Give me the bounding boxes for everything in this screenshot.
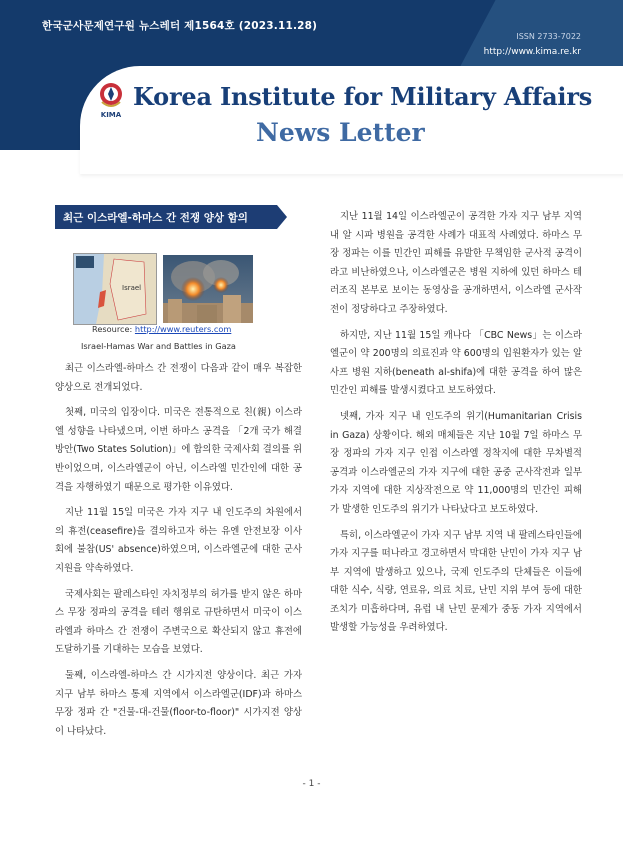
paragraph: 최근 이스라엘-하마스 간 전쟁이 다음과 같이 매우 복잡한 양상으로 전개되었다. [55, 363, 302, 393]
map-label: Israel [122, 284, 142, 292]
kima-logo-icon [96, 80, 126, 120]
right-column [330, 208, 582, 645]
image-source-caption [92, 324, 231, 334]
source-link[interactable]: http://www.reuters.com [134, 324, 232, 334]
paragraph: 첫째, 미국의 입장이다. 미국은 전통적으로 친(親) 이스라엘 성향을 나타냈으며, 이번 하마스 공격을 「2개 국가 해결방안(Two States Solution)」에 합의한 국제사회 결의를 위반이었으며, 이스라엘군이 아닌, 이스라엘 민간인에 대한 공격을 자행하였기 때문으로 평가한 이유였다. [55, 407, 302, 493]
logo-text: KIMA [100, 111, 122, 119]
gaza-map-image [73, 253, 157, 325]
left-column [55, 360, 302, 748]
paragraph: 지난 11월 15일 미국은 가자 지구 내 인도주의 차원에서의 휴전(ceasefire)을 결의하고자 하는 유엔 안전보장 이사회에 불참(US' absence)하였으며, 이스라엘군에 대한 군사지원을 약속하였다. [55, 507, 302, 574]
image-caption: Israel-Hamas War and Battles in Gaza [81, 341, 236, 351]
paragraph: 하지만, 지난 11월 15일 캐나다 「CBC News」는 이스라엘군이 약 200명의 의료진과 약 600명의 입원환자가 있는 알사프 병원 지하(beneath al-shifa)에 대한 공격을 하여 많은 민간인 피해를 발생시켰다고 보도하였다. [330, 329, 582, 397]
source-prefix: Resource: [92, 324, 133, 334]
website-url[interactable]: http://www.kima.re.kr [483, 47, 581, 57]
organization-name: Korea Institute for Military Affairs [133, 82, 593, 111]
paragraph: 지난 11월 14일 이스라엘군이 공격한 가자 지구 남부 지역 내 알 시파 병원을 공격한 사례가 대표적 사례였다. 하마스 무장 정파는 이를 민간인 피해를 유발한 무책임한 군사적 공격이라고 비난하였으나, 이스라엘군은 병원 지하에 있던 하마스 테러조직 본부로 보이는 동영상을 공개하면서, 이스라엘 군사작전이 정당하다고 주장하였다. [330, 211, 582, 315]
section-title-banner [55, 205, 277, 229]
page-number: - 1 - [302, 779, 321, 789]
newsletter-issue-label: 한국군사문제연구원 뉴스레터 제1564호 (2023.11.28) [42, 20, 318, 32]
paragraph: 특히, 이스라엘군이 가자 지구 남부 지역 내 팔레스타인들에 가자 지구를 떠나라고 경고하면서 막대한 난민이 가자 지구 남부 지역에 발생하고 있으나, 국제 인도주의 단체들은 이들에 대한 식수, 식량, 연료유, 의료 치료, 난민 지위 부여 등에 대한 조치가 미흡하다며, 유럽 내 난민 문제가 중동 가자 지역에서 발생할 가능성을 우려하였다. [330, 529, 582, 634]
issn-number: ISSN 2733-7022 [516, 32, 581, 41]
paragraph: 넷째, 가자 지구 내 인도주의 위기(Humanitarian Crisis in Gaza) 상황이다. 해외 매체들은 지난 10월 7일 하마스 무장 정파의 가자 지구 인접 이스라엘 정착지에 대한 무차별적 공격과 이스라엘군의 가자 지구에 대한 공중 군사작전과 일부 가자 지역에 대한 지상작전으로 약 11,000명의 민간인 피해가 발생한 인도주의 위기가 나타났다고 보도하였다. [330, 410, 582, 515]
section-title: 최근 이스라엘-하마스 간 전쟁 양상 함의 [63, 212, 248, 224]
paragraph: 둘째, 이스라엘-하마스 간 시가지전 양상이다. 최근 가자 지구 남부 하마스 통제 지역에서 이스라엘군(IDF)과 하마스 무장 정파 간 "건물-대-건물(floor-to-floor)" 시가지전 양상이 나타났다. [55, 669, 302, 737]
paragraph: 국제사회는 팔레스타인 자치정부의 허가를 받지 않은 하마스 무장 정파의 공격을 테러 행위로 규탄하면서 미국이 이스라엘과 하마스 간 전쟁이 주변국으로 확산되지 않고 휴전에 도달하기를 기대하는 모습을 보였다. [55, 588, 302, 656]
gaza-airstrike-photo [163, 255, 253, 323]
newsletter-title: News Letter [256, 118, 425, 147]
